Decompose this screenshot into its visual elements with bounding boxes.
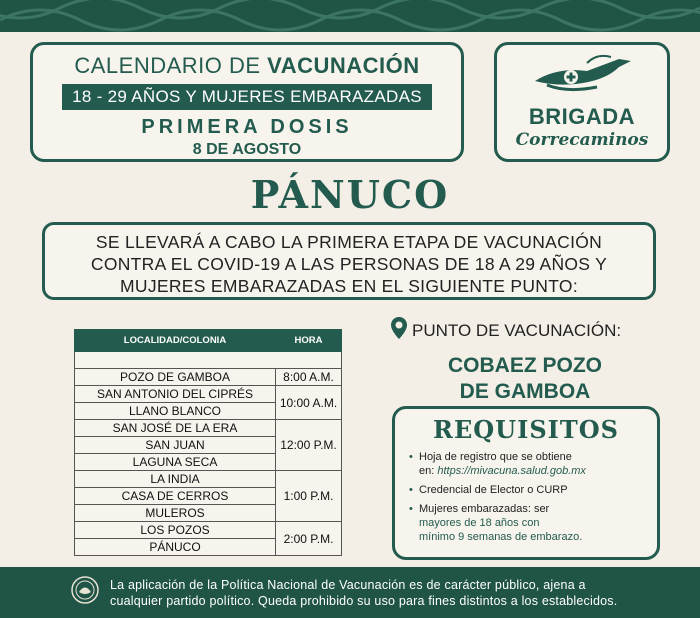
vaccination-point-label xyxy=(390,316,680,345)
requirement-text: Mujeres embarazadas: ser xyxy=(419,503,550,515)
requirement-text: Hoja de registro que se obtiene xyxy=(419,451,572,463)
hour-cell: 12:00 P.M. xyxy=(276,420,342,471)
locality-cell: LA INDIA xyxy=(75,471,276,488)
disclaimer-line-2: cualquier partido político. Queda prohibido su uso para fines distintos a los establecidos. xyxy=(110,593,618,608)
requirement-text: mínimo 9 semanas de embarazo. xyxy=(419,531,583,543)
locality-cell: CASA DE CERROS xyxy=(75,488,276,505)
locality-cell: SAN ANTONIO DEL CIPRÉS xyxy=(75,386,276,403)
brigada-subtitle: Correcaminos xyxy=(515,130,649,150)
vaccination-point-label-text: PUNTO DE VACUNACIÓN: xyxy=(412,320,622,340)
vaccination-point-name xyxy=(390,353,680,405)
hour-cell: 1:00 P.M. xyxy=(276,471,342,522)
footer-disclaimer xyxy=(0,567,700,618)
requirements-box xyxy=(392,406,660,560)
registration-link[interactable]: https://mivacuna.salud.gob.mx xyxy=(437,465,586,477)
locality-header: LOCALIDAD/COLONIA xyxy=(75,330,276,352)
vaccination-point xyxy=(390,316,680,405)
announcement-line-3: MUJERES EMBARAZADAS EN EL SIGUIENTE PUNTO: xyxy=(120,276,578,296)
calendar-title xyxy=(33,53,461,79)
locality-cell: SAN JOSÉ DE LA ERA xyxy=(75,420,276,437)
hour-cell: 10:00 A.M. xyxy=(276,386,342,420)
table-row xyxy=(75,522,342,539)
locality-cell: LAGUNA SECA xyxy=(75,454,276,471)
schedule-table xyxy=(74,329,342,556)
schedule-header-row xyxy=(75,330,342,352)
top-decorative-band xyxy=(0,0,700,32)
brigada-name: BRIGADA xyxy=(528,104,636,129)
announcement-box xyxy=(42,222,656,300)
locality-cell: SAN JUAN xyxy=(75,437,276,454)
disclaimer-text xyxy=(110,577,617,609)
table-row xyxy=(75,369,342,386)
list-item xyxy=(409,483,657,497)
hour-cell: 8:00 A.M. xyxy=(276,369,342,386)
locality-cell: PÁNUCO xyxy=(75,539,276,556)
title-prefix: CALENDARIO DE xyxy=(74,53,268,78)
announcement-line-2: CONTRA EL COVID-19 A LAS PERSONAS DE 18 A 29 AÑOS Y xyxy=(90,254,608,274)
requirements-title: REQUISITOS xyxy=(433,415,619,444)
location-pin-icon xyxy=(390,316,412,345)
calendar-title-box xyxy=(30,42,464,162)
dose-label: PRIMERA DOSIS xyxy=(141,116,353,138)
title-bold: VACUNACIÓN xyxy=(267,53,420,78)
table-row xyxy=(75,420,342,437)
national-seal-icon xyxy=(70,575,100,610)
brigada-logo-box xyxy=(494,42,670,162)
requirements-list xyxy=(409,450,657,544)
list-item xyxy=(409,502,657,544)
table-row xyxy=(75,386,342,403)
vaccination-point-name-line-2: DE GAMBOA xyxy=(459,380,591,403)
hour-header: HORA xyxy=(276,330,342,352)
disclaimer-line-1: La aplicación de la Política Nacional de Vacunación es de carácter público, ajena a xyxy=(110,577,586,592)
announcement-line-1: SE LLEVARÁ A CABO LA PRIMERA ETAPA DE VACUNACIÓN xyxy=(95,232,603,252)
list-item xyxy=(409,450,657,478)
locality-cell: LLANO BLANCO xyxy=(75,403,276,420)
roadrunner-icon xyxy=(497,49,667,104)
audience-banner: 18 - 29 AÑOS Y MUJERES EMBARAZADAS xyxy=(62,84,432,110)
table-row xyxy=(75,471,342,488)
city-title: PÁNUCO xyxy=(250,172,450,217)
requirement-text: mayores de 18 años con xyxy=(419,517,540,529)
locality-cell: MULEROS xyxy=(75,505,276,522)
date-label: 8 DE AGOSTO xyxy=(192,141,302,158)
locality-cell: POZO DE GAMBOA xyxy=(75,369,276,386)
requirement-text: Credencial de Elector o CURP xyxy=(419,484,568,496)
locality-cell: LOS POZOS xyxy=(75,522,276,539)
vaccination-point-name-line-1: COBAEZ POZO xyxy=(447,354,602,377)
hour-cell: 2:00 P.M. xyxy=(276,522,342,556)
requirement-text: en: xyxy=(419,465,438,477)
